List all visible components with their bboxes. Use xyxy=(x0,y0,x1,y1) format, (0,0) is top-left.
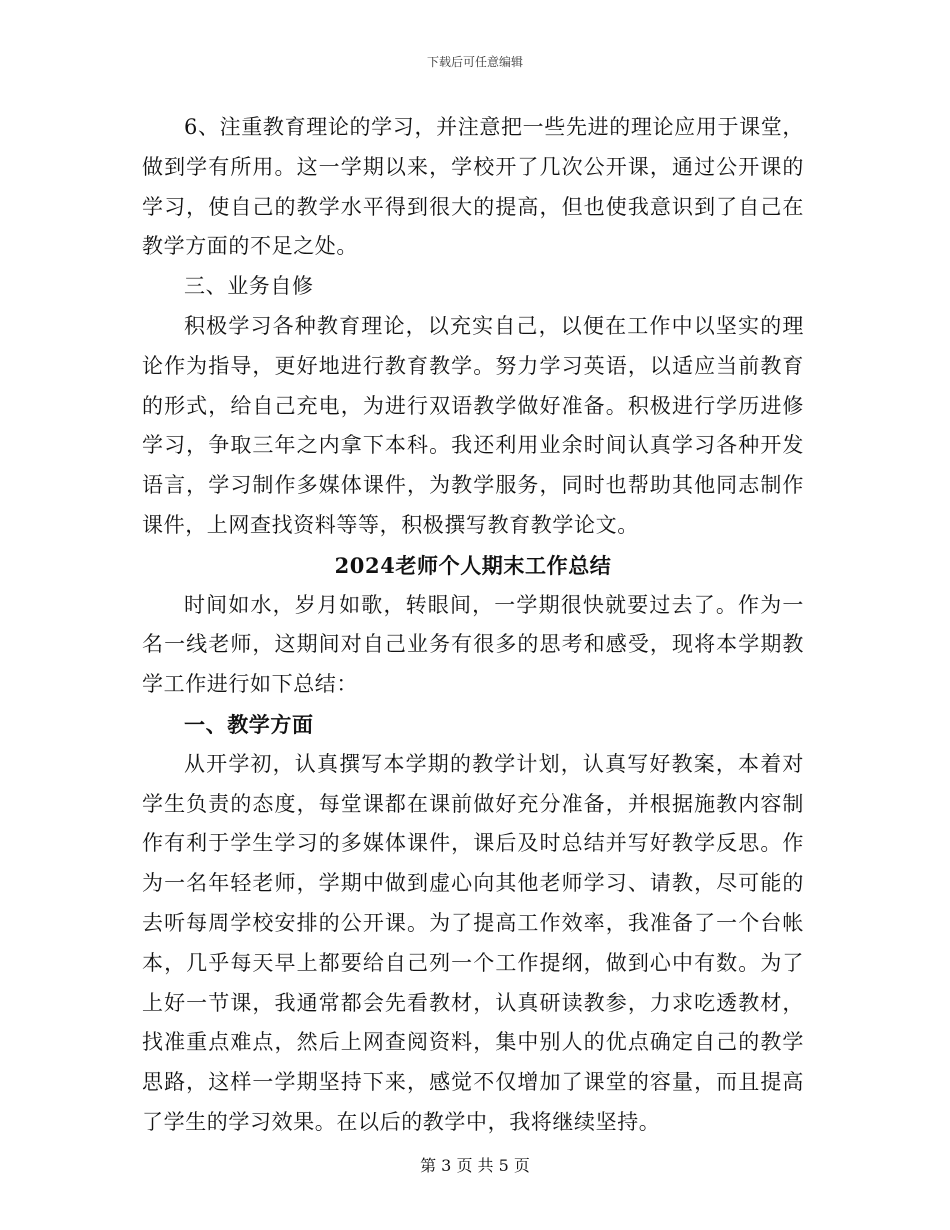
document-title: 2024老师个人期末工作总结 xyxy=(334,552,612,578)
paragraph-business-self-study: 积极学习各种教育理论，以充实自己，以便在工作中以坚实的理论作为指导，更好地进行教育教学。努力学习英语，以适应当前教育的形式，给自己充电，为进行双语教学做好准备。积极进行学历进修学习，争取三年之内拿下本科。我还利用业余时间认真学习各种开发语言，学习制作多媒体课件，为教学服务，同时也帮助其他同志制作课件，上网查找资料等等，积极撰写教育教学论文。 xyxy=(142,313,804,537)
paragraph-teaching: 从开学初，认真撰写本学期的教学计划，认真写好教案，本着对学生负责的态度，每堂课都在课前做好充分准备，并根据施教内容制作有利于学生学习的多媒体课件，课后及时总结并写好教学反思。作为一名年轻老师，学期中做到虚心向其他老师学习、请教，尽可能的去听每周学校安排的公开课。为了提高工作效率，我准备了一个台帐本，几乎每天早上都要给自己列一个工作提纲，做到心中有数。为了上好一节课，我通常都会先看教材，认真研读教参，力求吃透教材，找准重点难点，然后上网查阅资料，集中别人的优点确定自己的教学思路，这样一学期坚持下来，感觉不仅增加了课堂的容量，而且提高了学生的学习效果。在以后的教学中，我将继续坚持。 xyxy=(142,751,804,1134)
section-heading-teaching: 一、教学方面 xyxy=(184,711,314,737)
paragraph-item-6: 6、注重教育理论的学习，并注意把一些先进的理论应用于课堂，做到学有所用。这一学期以来，学校开了几次公开课，通过公开课的学习，使自己的教学水平得到很大的提高，但也使我意识到了自己在教学方面的不足之处。 xyxy=(142,115,804,259)
section-heading-business-self-study: 三、业务自修 xyxy=(184,274,314,299)
document-body xyxy=(142,108,804,1143)
page-header: 下载后可任意编辑 xyxy=(426,55,523,69)
page-number-footer: 第 3 页 共 5 页 xyxy=(420,1156,530,1175)
paragraph-intro: 时间如水，岁月如歌，转眼间，一学期很快就要过去了。作为一名一线老师，这期间对自己业务有很多的思考和感受，现将本学期教学工作进行如下总结： xyxy=(142,592,804,697)
